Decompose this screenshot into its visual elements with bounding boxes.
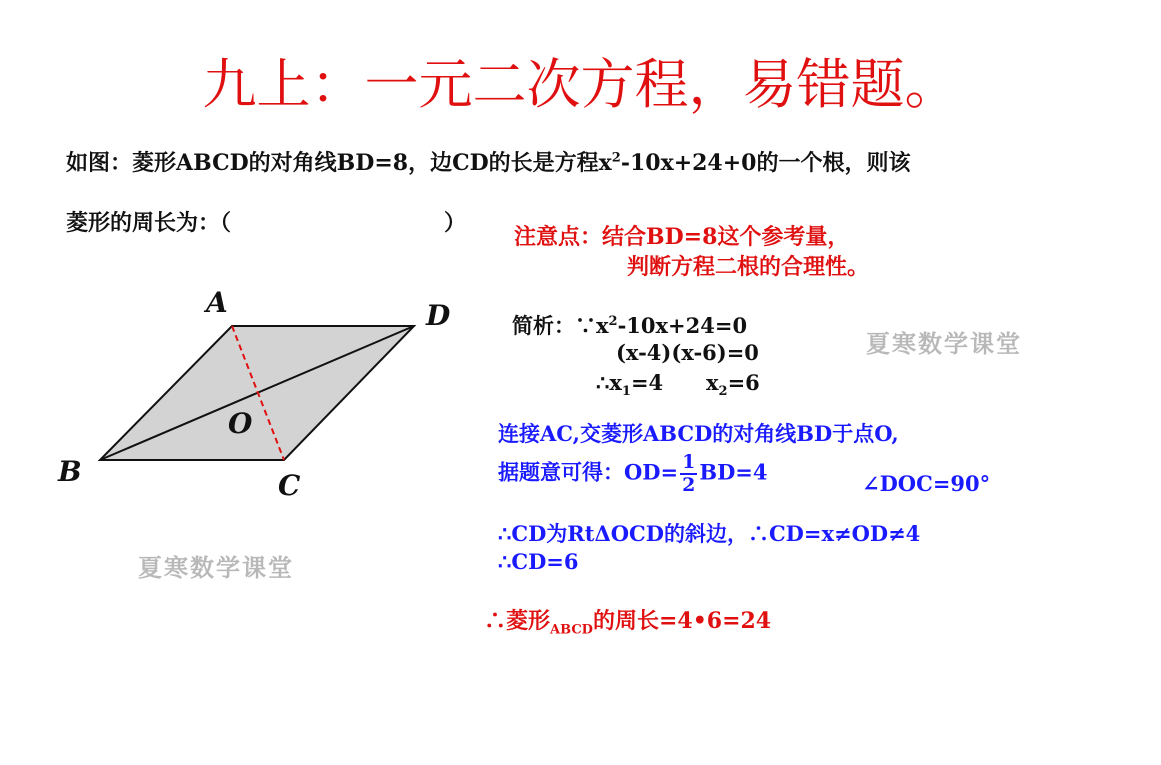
question-exponent: 2 [611, 150, 621, 166]
conclusion-sub: ABCD [550, 622, 593, 638]
solution-line-2 [498, 453, 768, 495]
note-line-1: 注意点：结合BD=8这个参考量， [514, 224, 850, 250]
root-1-sub: 1 [621, 384, 631, 400]
solution-line-4: ∴CD=6 [498, 549, 579, 574]
root-2-var: x [706, 370, 719, 395]
page-title: 九上：一元二次方程，易错题。 [202, 53, 959, 116]
question-text-1a: 如图：菱形ABCD的对角线BD=8，边CD的长是方程x [66, 150, 612, 176]
answer-blank-close: ） [444, 210, 467, 236]
root-1-value: =4 [630, 370, 664, 395]
vertex-label-a: A [206, 286, 228, 319]
watermark-left: 夏寒数学课堂 [138, 553, 294, 582]
solution-line-3: ∴CD为RtΔOCD的斜边，∴CD=x≠OD≠4 [498, 521, 921, 546]
analysis-eq1-post: -10x+24=0 [617, 313, 748, 338]
conclusion-pre: ∴菱形 [484, 608, 551, 634]
analysis-label: 简析： [512, 313, 575, 338]
rhombus-figure [50, 285, 480, 515]
analysis-eq1-pre: ∵x [575, 313, 609, 338]
solution-line-1: 连接AC,交菱形ABCD的对角线BD于点O, [498, 421, 899, 446]
fraction-denominator: 2 [682, 474, 696, 496]
one-half-fraction [680, 453, 697, 495]
watermark-right: 夏寒数学课堂 [866, 329, 1022, 358]
analysis-line-1 [512, 310, 747, 340]
solution-od-text: 据题意可得：OD= [498, 459, 679, 485]
question-text-2: 菱形的周长为：（ [66, 210, 232, 236]
fraction-numerator: 1 [682, 451, 696, 473]
analysis-line-3 [596, 370, 663, 399]
vertex-label-c: C [278, 469, 301, 502]
root-2-value: =6 [727, 370, 760, 395]
question-text-1b: -10x+24+0的一个根，则该 [620, 150, 911, 176]
root-1-var: ∴x [596, 370, 622, 395]
center-label-o: O [228, 407, 253, 440]
vertex-label-d: D [426, 299, 451, 332]
note-line-2: 判断方程二根的合理性。 [627, 254, 870, 280]
question-line-1 [66, 146, 910, 177]
vertex-label-b: B [58, 455, 82, 488]
analysis-line-2: (x-4)(x-6)=0 [616, 340, 759, 365]
question-line-2 [66, 206, 231, 237]
conclusion-post: 的周长=4•6=24 [592, 608, 772, 634]
analysis-root-2 [706, 370, 760, 399]
analysis-eq1-exponent: 2 [608, 314, 618, 329]
solution-bd-text: BD=4 [699, 459, 768, 485]
conclusion [484, 604, 771, 637]
solution-angle: ∠DOC=90° [862, 471, 991, 496]
root-2-sub: 2 [718, 384, 728, 400]
